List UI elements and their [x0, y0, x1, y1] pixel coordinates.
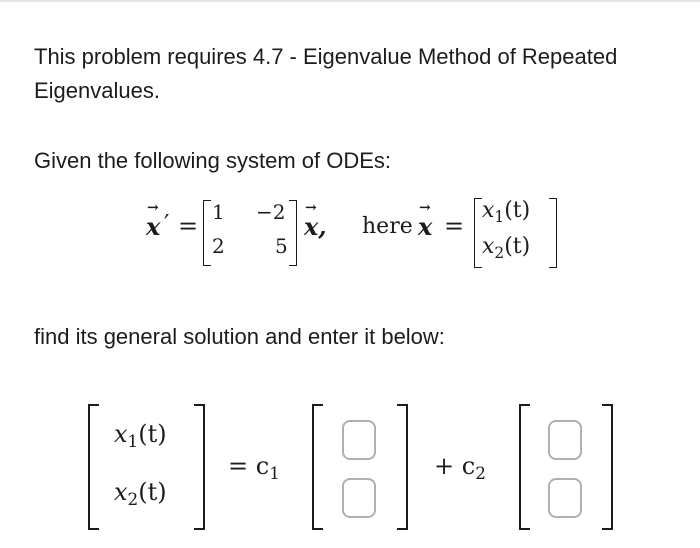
- def-left-bracket: [474, 198, 482, 268]
- matrix-left-bracket: [203, 200, 211, 266]
- equals-sign: =: [444, 212, 465, 240]
- vec2-entry1-input[interactable]: [548, 420, 582, 460]
- def-x1: $x_1(t)$: [482, 198, 531, 226]
- vector-arrow-icon: →: [305, 200, 317, 216]
- lhs-x2: $x_2(t)$: [114, 478, 167, 510]
- vector-arrow-icon: →: [419, 200, 431, 216]
- equals-sign: =: [178, 212, 199, 240]
- matrix-a11: 1: [212, 200, 225, 224]
- vec2-entry2-input[interactable]: [548, 478, 582, 518]
- def-right-bracket: [549, 198, 557, 268]
- vec1-entry2-input[interactable]: [342, 478, 376, 518]
- vec1-entry1-input[interactable]: [342, 420, 376, 460]
- matrix-a22: 5: [275, 234, 288, 258]
- vec2-left-bracket: [519, 404, 530, 530]
- vector-x-def: → x: [418, 200, 433, 241]
- top-divider: [0, 0, 700, 2]
- problem-intro: This problem requires 4.7 - Eigenvalue Method of Repeated Eigenvalues.: [34, 44, 618, 103]
- vec1-right-bracket: [397, 404, 408, 530]
- c2-term: + $c_2$: [434, 452, 486, 484]
- given-label: Given the following system of ODEs:: [34, 148, 392, 173]
- vector-x-rhs: → x,: [304, 200, 327, 241]
- matrix-a12: −2: [256, 200, 286, 224]
- lhs-x1: $x_1(t)$: [114, 420, 167, 452]
- c1-term: = $c_1$: [228, 452, 280, 484]
- instruction-text: find its general solution and enter it below:: [34, 324, 445, 349]
- vector-x-lhs: → x: [146, 200, 161, 241]
- def-x2: $x_2(t)$: [482, 234, 531, 262]
- vector-arrow-icon: →: [147, 200, 159, 216]
- here-word: here: [362, 214, 413, 239]
- prime-mark: ′: [164, 210, 170, 238]
- lhs-left-bracket: [88, 404, 99, 530]
- matrix-a21: 2: [212, 234, 225, 258]
- vec2-right-bracket: [602, 404, 613, 530]
- matrix-right-bracket: [289, 200, 297, 266]
- lhs-right-bracket: [194, 404, 205, 530]
- vec1-left-bracket: [312, 404, 323, 530]
